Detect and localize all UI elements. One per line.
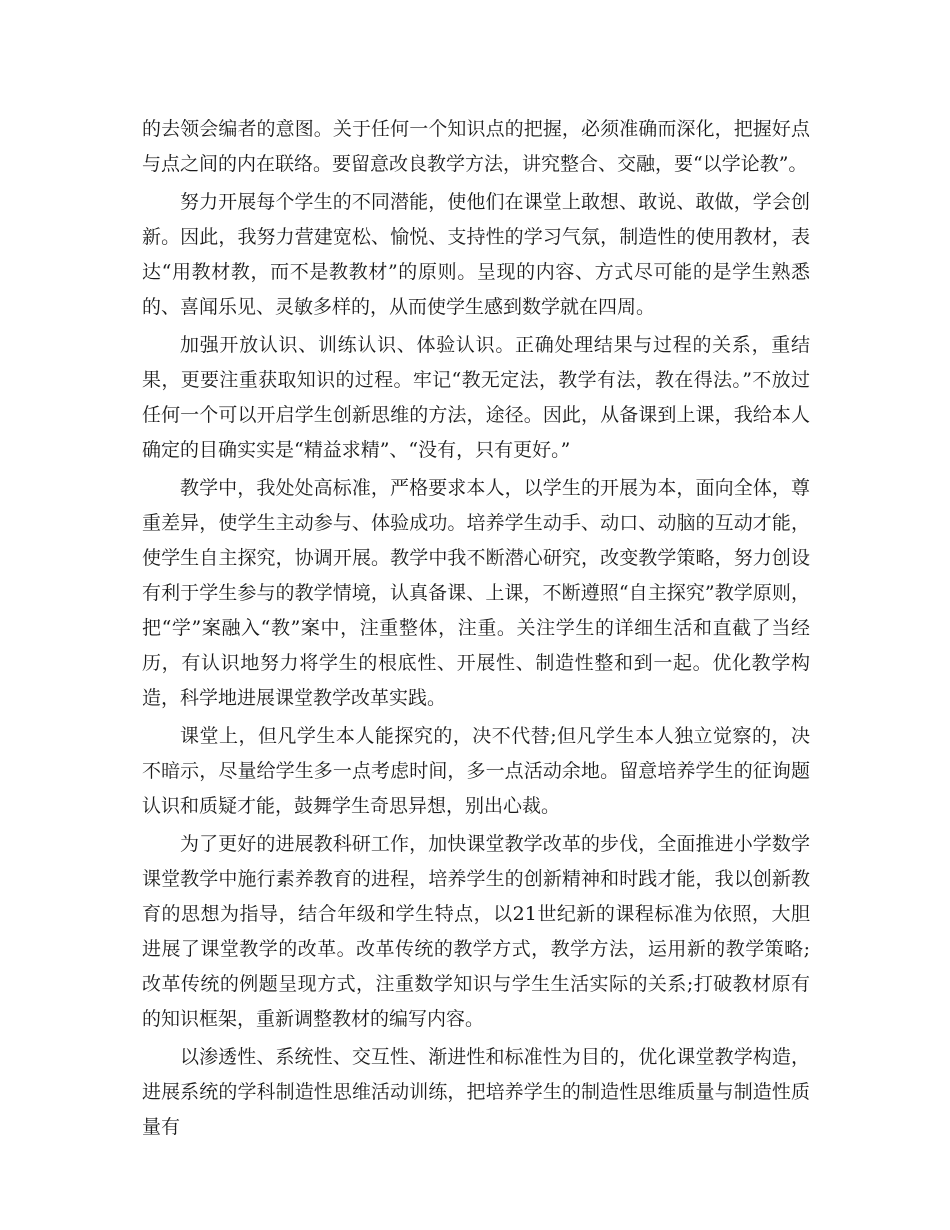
document-page [142, 112, 810, 1148]
paragraph: 加强开放认识、训练认识、体验认识。正确处理结果与过程的关系，重结果，更要注重获取知识的过程。牢记“教无定法，教学有法，教在得法。”不放过任何一个可以开启学生创新思维的方法，途径。因此，从备课到上课，我给本人确定的目确实实是“精益求精”、“没有，只有更好。” [142, 334, 810, 461]
paragraph: 努力开展每个学生的不同潜能，使他们在课堂上敢想、敢说、敢做，学会创新。因此，我努力营建宽松、愉悦、支持性的学习气氛，制造性的使用教材，表达“用教材教，而不是教教材”的原则。呈现的内容、方式尽可能的是学生熟悉的、喜闻乐见、灵敏多样的，从而使学生感到数学就在四周。 [142, 191, 810, 318]
paragraph: 以渗透性、系统性、交互性、渐进性和标准性为目的，优化课堂教学构造，进展系统的学科制造性思维活动训练，把培养学生的制造性思维质量与制造性质量有 [142, 1046, 810, 1138]
paragraph: 教学中，我处处高标准，严格要求本人，以学生的开展为本，面向全体，尊重差异，使学生主动参与、体验成功。培养学生动手、动口、动脑的互动才能，使学生自主探究，协调开展。教学中我不断潜心研究，改变教学策略，努力创设有利于学生参与的教学情境，认真备课、上课，不断遵照“自主探究”教学原则，把“学”案融入“教”案中，注重整体，注重。关注学生的详细生活和直截了当经历，有认识地努力将学生的根底性、开展性、制造性整和到一起。优化教学构造，科学地进展课堂教学改革实践。 [142, 477, 810, 709]
paragraph: 为了更好的进展教科研工作，加快课堂教学改革的步伐，全面推进小学数学课堂教学中施行素养教育的进程，培养学生的创新精神和时践才能，我以创新教育的思想为指导，结合年级和学生特点，以21世纪新的课程标准为依照，大胆进展了课堂教学的改革。改革传统的教学方式，教学方法，运用新的教学策略;改革传统的例题呈现方式，注重数学知识与学生生活实际的关系;打破教材原有的知识框架，重新调整教材的编写内容。 [142, 833, 810, 1030]
paragraph-continued: 的去领会编者的意图。关于任何一个知识点的把握，必须准确而深化，把握好点与点之间的内在联络。要留意改良教学方法，讲究整合、交融，要“以学论教”。 [142, 118, 810, 175]
paragraph: 课堂上，但凡学生本人能探究的，决不代替;但凡学生本人独立觉察的，决不暗示，尽量给学生多一点考虑时间，多一点活动余地。留意培养学生的征询题认识和质疑才能，鼓舞学生奇思异想，别出心裁。 [142, 725, 810, 817]
